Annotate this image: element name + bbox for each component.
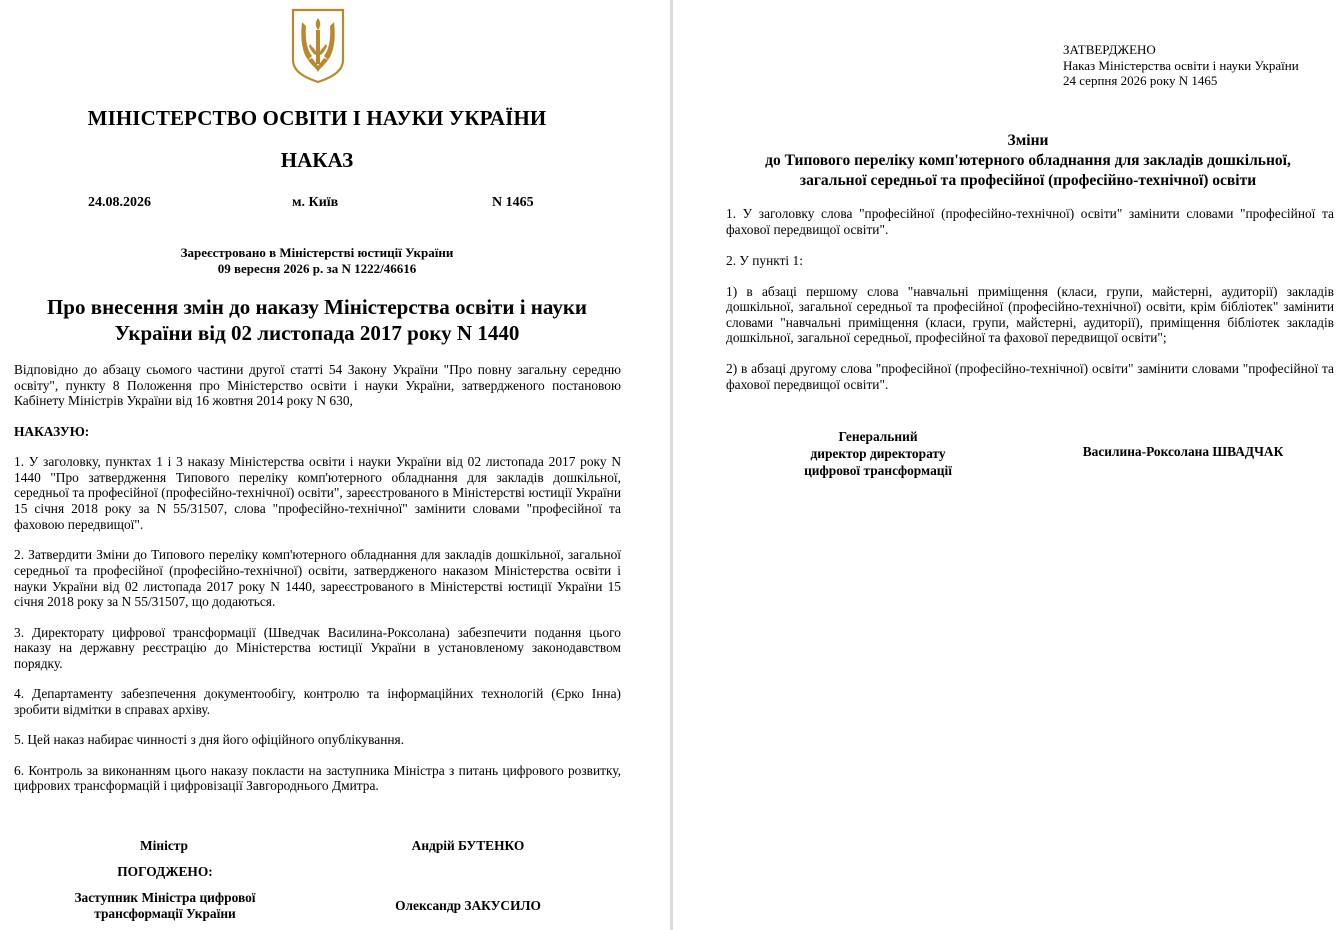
director-name: Василина-Роксолана ШВАДЧАК [1082,444,1284,459]
registration-note [14,245,620,277]
annex-item: 1) в абзаці першому слова "навчальні приміщення (класи, групи, майстерні, аудиторії) закладів дошкільної, загальної середньої та професійної (професійно-технічної) освіти, крім бібліотек" замінити словами "навчальні приміщення (класи, групи, майстерні, аудиторії), приміщення бібліотек закладів дошкільної, загальної середньої, професійної та фахової передвищої освіти"; [726,283,1334,345]
annex-body [726,206,1334,408]
order-item: 2. Затвердити Зміни до Типового переліку комп'ютерного обладнання для закладів дошкільної, загальної середньої та професійної (професійно-технічної) освіти, затвердженого наказом Міністерства освіти і науки України від 02 листопада 2017 року N 1440, зареєстрованого в Міністерстві юстиції України 15 січня 2018 року за N 55/31507, що додаються. [14,547,621,610]
order-item: 3. Директорату цифрової трансформації (Шведчак Василина-Роксолана) забезпечити подання цього наказу на державну реєстрацію до Міністерства юстиції України в установленому законодавством порядку. [14,624,621,671]
order-number: N 1465 [492,195,534,210]
order-item: 4. Департаменту забезпечення документообігу, контролю та інформаційних технологій (Єрко Інна) зробити відмітки в справах архіву. [14,686,621,717]
order-item: 1. У заголовку, пунктах 1 і 3 наказу Міністерства освіти і науки України від 02 листопада 2017 року N 1440 "Про затвердження Типового переліку комп'ютерного обладнання для закладів дошкільної, середньої та професійної (професійно-технічної) освіти", зареєстрованого в Міністерстві юстиції України 15 січня 2018 року за N 55/31507, слова "професійно-технічної" замінити словами "професійної та фаховою передвищої". [14,454,621,532]
title-line: Про внесення змін до наказу Міністерства освіти і науки [46,295,588,319]
annex-page [673,0,1340,930]
deputy-position [40,890,290,921]
director-position-line: цифрової трансформації [804,463,952,478]
order-city: м. Київ [292,195,339,210]
annex-item: 2) в абзаці другому слова "професійної (професійно-технічної) освіти" замінити словами "професійної та фахової передвищої освіти". [726,361,1334,392]
minister-name: Андрій БУТЕНКО [411,838,525,853]
order-item: 6. Контроль за виконанням цього наказу покласти на заступника Міністра з питань цифрового розвитку, цифрових трансформацій і цифровізації Завгороднього Дмитра. [14,762,621,794]
annex-item: 1. У заголовку слова "професійної (професійно-технічної) освіти" замінити словами "професійної та фахової передвищої освіти". [726,206,1334,237]
annex-title-line: загальної середньої та професійної (професійно-технічної) освіти [799,172,1257,189]
annex-title-line: до Типового переліку комп'ютерного обладнання для закладів дошкільної, [765,152,1291,169]
approval-line: 24 серпня 2026 року N 1465 [1063,73,1218,88]
preamble: Відповідно до абзацу сьомого частини другої статті 54 Закону України "Про повну загальну середню освіту", пункту 8 Положення про Міністерство освіти і науки України, затвердженого постановою Кабінету Міністрів України від 16 жовтня 2014 року N 630, [14,362,621,409]
title-line: України від 02 листопада 2017 року N 1440 [114,321,520,345]
annex-item: 2. У пункті 1: [726,252,803,268]
director-position-line: директор директорату [810,446,946,461]
deputy-position-line: Заступник Міністра цифрової [74,890,256,905]
coat-of-arms-icon [290,8,346,84]
deputy-position-line: трансформації України [94,905,236,921]
approval-stamp [1063,42,1299,89]
order-body [14,362,621,809]
order-date: 24.08.2026 [88,195,151,210]
registration-line: 09 вересня 2026 р. за N 1222/46616 [217,261,417,276]
deputy-name: Олександр ЗАКУСИЛО [395,898,541,913]
order-title [14,294,620,346]
document-type: НАКАЗ [280,148,354,172]
agreed-label: ПОГОДЖЕНО: [117,864,213,879]
minister-position: Міністр [140,838,188,853]
annex-title [713,131,1340,191]
ministry-name: МІНІСТЕРСТВО ОСВІТИ І НАУКИ УКРАЇНИ [87,106,547,130]
approval-line: ЗАТВЕРДЖЕНО [1063,42,1156,57]
approval-line: Наказ Міністерства освіти і науки України [1063,57,1299,73]
order-item: 5. Цей наказ набирає чинності з дня його офіційного опублікування. [14,732,405,748]
director-position [783,428,973,479]
director-position-line: Генеральний [838,429,918,444]
registration-line: Зареєстровано в Міністерстві юстиції України [180,245,454,260]
order-word: НАКАЗУЮ: [14,423,90,439]
annex-title-line: Зміни [1007,132,1049,149]
